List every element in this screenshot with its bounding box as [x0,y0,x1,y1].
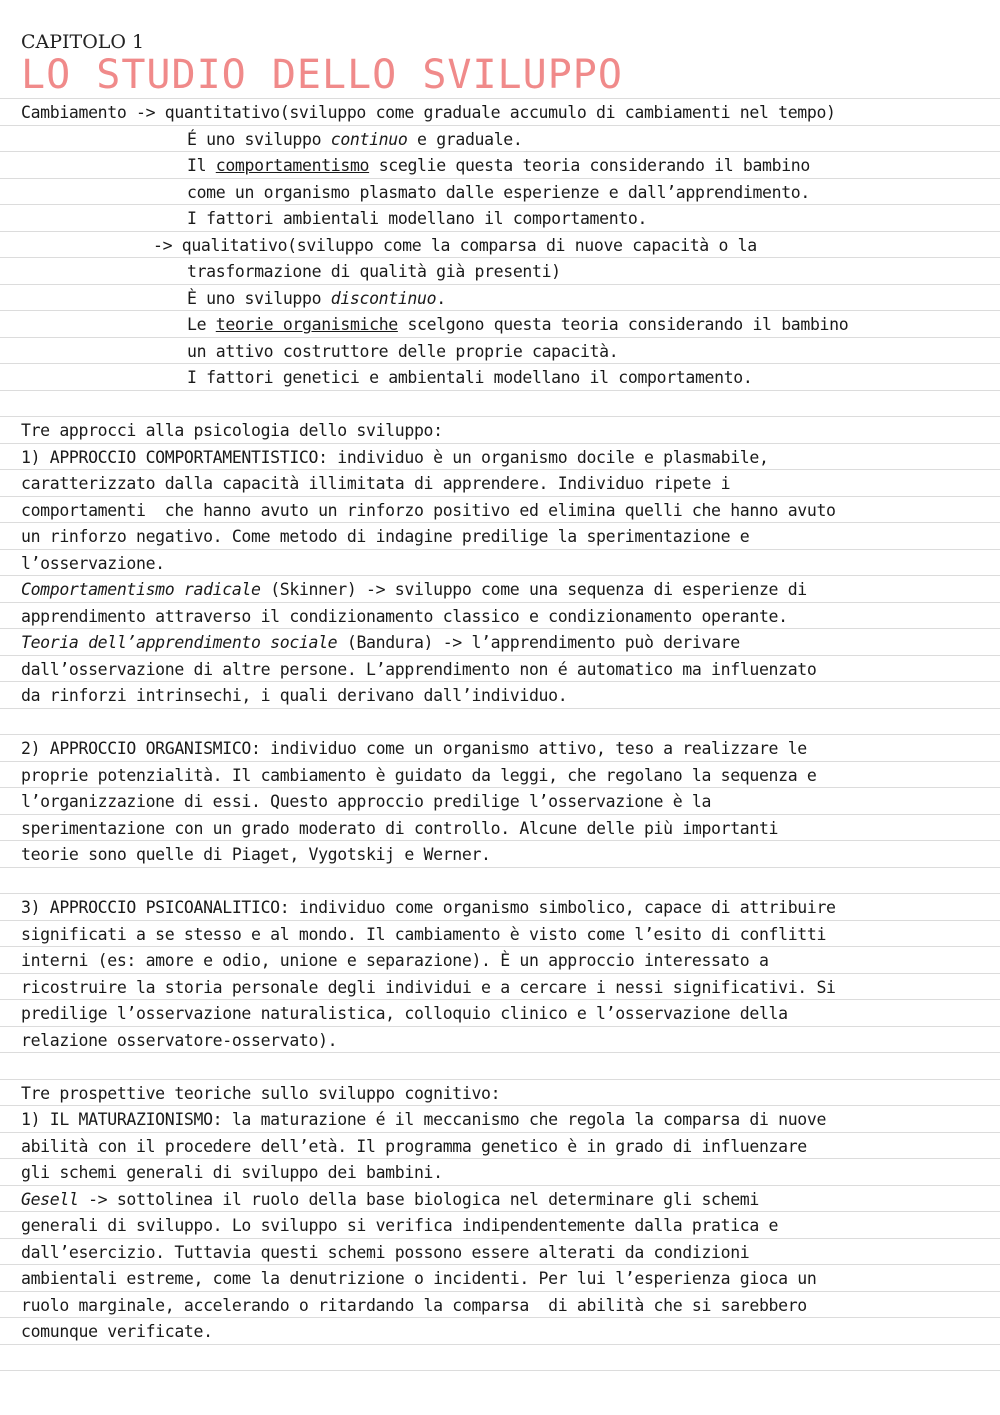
text-line: sperimentazione con un grado moderato di controllo. Alcune delle più importanti [21,818,779,838]
text-line: l’osservazione. [21,553,165,573]
blank-line [21,710,981,737]
text-line: ruolo marginale, accelerando o ritardando la comparsa di abilità che si sarebbero [21,1295,807,1315]
text-line [21,127,981,154]
text-line: 1) APPROCCIO COMPORTAMENTISTICO: individuo è un organismo docile e plasmabile, [21,447,769,467]
text-line: ricostruire la storia personale degli individui e a cercare i nessi significativi. Si [21,977,836,997]
text-line: relazione osservatore-osservato). [21,1030,338,1050]
text-line: 2) APPROCCIO ORGANISMICO: individuo come un organismo attivo, teso a realizzare le [21,739,807,758]
blank-line [21,869,981,896]
approcci-section [21,418,981,1054]
text-line: Tre prospettive teoriche sullo sviluppo cognitivo: [21,1083,501,1103]
text-line: interni (es: amore e odio, unione e separazione). È un approccio interessato a [21,951,769,970]
cambiamento-section [21,100,981,392]
text-line: predilige l’osservazione naturalistica, colloquio clinico e l’osservazione della [21,1004,788,1023]
text-span: sceglie questa teoria considerando il bambino [369,156,810,175]
text-span: scelgono questa teoria considerando il bambino [397,315,849,334]
underlined-term: teorie organismiche [215,315,398,334]
text-line [21,1187,981,1214]
text-span: (Skinner) -> sviluppo come una sequenza di esperienze di [260,580,807,599]
text-span: É uno sviluppo [187,129,331,149]
text-span: È uno sviluppo [187,288,331,308]
text-span: e graduale. [407,129,523,149]
text-line: un attivo costruttore delle proprie capacità. [187,341,619,361]
text-line: dall’esercizio. Tuttavia questi schemi possono essere alterati da condizioni [21,1242,750,1262]
text-span: . [436,288,446,308]
text-line: gli schemi generali di sviluppo dei bambini. [21,1163,443,1182]
text-line: l’organizzazione di essi. Questo approccio predilige l’osservazione è la [21,792,712,811]
italic-term: discontinuo [330,288,437,308]
text-line: I fattori ambientali modellano il comportamento. [187,209,648,228]
text-line: da rinforzi intrinsechi, i quali derivano dall’individuo. [21,686,568,705]
text-span: -> sottolinea il ruolo della base biologica nel determinare gli schemi [78,1189,759,1209]
text-line: teorie sono quelle di Piaget, Vygotskij e Werner. [21,845,491,864]
italic-term: Gesell [21,1189,79,1209]
text-line: comportamenti che hanno avuto un rinforzo positivo ed elimina quelli che hanno avuto [21,500,836,520]
text-line: caratterizzato dalla capacità illimitata di apprendere. Individuo ripete i [21,474,731,493]
text-line: I fattori genetici e ambientali modellano il comportamento. [187,368,753,387]
italic-term: Comportamentismo radicale [21,580,261,599]
text-line: apprendimento attraverso il condizionamento classico e condizionamento operante. [21,606,788,626]
text-line [21,630,981,657]
blank-line [21,1054,981,1081]
prospettive-section [21,1081,981,1346]
text-line [21,312,981,339]
text-span: Il [187,156,216,175]
italic-term: continuo [330,129,408,149]
text-line: un rinforzo negativo. Come metodo di indagine predilige la sperimentazione e [21,527,750,546]
text-span: Le [187,315,216,334]
chapter-title: LO STUDIO DELLO SVILUPPO [21,52,623,98]
text-line: Cambiamento -> quantitativo(sviluppo come graduale accumulo di cambiamenti nel tempo) [21,103,836,122]
text-line: Tre approcci alla psicologia dello sviluppo: [21,421,443,440]
underlined-term: comportamentismo [215,156,370,175]
text-line: 1) IL MATURAZIONISMO: la maturazione é il meccanismo che regola la comparsa di nuove [21,1110,827,1129]
ruled-line [0,1370,1000,1371]
text-span: (Bandura) -> l’apprendimento può derivare [337,633,740,652]
italic-term: Teoria dell’apprendimento sociale [21,633,338,652]
text-line: significati a se stesso e al mondo. Il cambiamento è visto come l’esito di conflitti [21,924,827,944]
text-line [21,286,981,313]
blank-line [21,392,981,419]
text-line [21,577,981,604]
page-content [21,28,981,1346]
text-line: 3) APPROCCIO PSICOANALITICO: individuo come organismo simbolico, capace di attribuire [21,898,836,917]
text-line: abilità con il procedere dell’età. Il programma genetico è in grado di influenzare [21,1136,807,1156]
text-line: come un organismo plasmato dalle esperienze e dall’apprendimento. [187,182,810,202]
chapter-label: CAPITOLO 1 [21,31,145,53]
text-line: proprie potenzialità. Il cambiamento è guidato da leggi, che regolano la sequenza e [21,765,817,785]
text-line: comunque verificate. [21,1322,213,1341]
text-line: ambientali estreme, come la denutrizione o incidenti. Per lui l’esperienza gioca un [21,1269,817,1288]
text-line: generali di sviluppo. Lo sviluppo si verifica indipendentemente dalla pratica e [21,1216,779,1235]
text-line [21,153,981,180]
text-line: trasformazione di qualità già presenti) [187,262,561,281]
text-line: -> qualitativo(sviluppo come la comparsa di nuove capacità o la [153,235,757,255]
text-line: dall’osservazione di altre persone. L’apprendimento non é automatico ma influenzato [21,659,817,679]
